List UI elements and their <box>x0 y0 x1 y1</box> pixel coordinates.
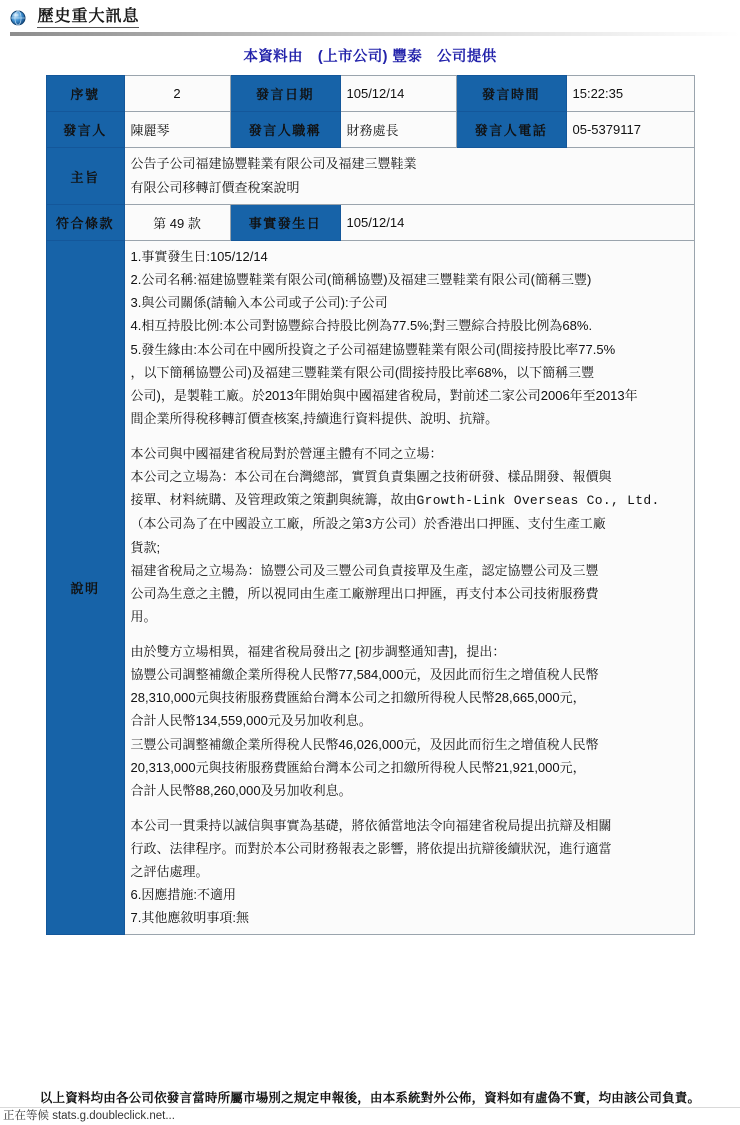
description-line: 三豐公司調整補繳企業所得稅人民幣46,026,000元，及因此而衍生之增值稅人民幣 <box>130 736 599 752</box>
description-line: 福建省稅局之立場為：協豐公司及三豐公司負責接單及生產，認定協豐公司及三豐 <box>130 562 599 578</box>
description-line: 1.事實發生日:105/12/14 <box>130 249 268 265</box>
description-line: 2.公司名稱:福建協豐鞋業有限公司(簡稱協豐)及福建三豐鞋業有限公司(簡稱三豐) <box>130 272 592 288</box>
entity-name-latin: Growth-Link Overseas Co., Ltd. <box>416 493 660 509</box>
description-line: 公司)，是製鞋工廠。於2013年開始與中國福建省稅局，對前述二家公司2006年至2013年 <box>130 387 638 403</box>
description-line: 接單、材料統購、及管理政策之策劃與統籌，故由Growth-Link Overseas Co., Ltd. <box>130 492 660 509</box>
description-line: 28,310,000元與技術服務費匯給台灣本公司之扣繳所得稅人民幣28,665,000元， <box>130 690 586 706</box>
description-line: 公司為生意之主體，所以視同由生產工廠辦理出口押匯，再支付本公司技術服務費 <box>130 585 599 601</box>
subject-line-2: 有限公司移轉訂價查稅案說明 <box>130 180 300 196</box>
banner-divider <box>10 32 740 36</box>
value-spokesperson: 陳麗琴 <box>124 112 230 148</box>
footer-disclaimer: 以上資料均由各公司依發言當時所屬市場別之規定申報後，由本系統對外公佈，資料如有虛偽不實，均由該公司負責。 <box>39 1091 701 1105</box>
description-line: 本公司之立場為：本公司在台灣總部，實質負責集團之技術研發、樣品開發、報價與 <box>130 469 612 485</box>
value-spokesperson-phone: 05-5379117 <box>566 112 694 148</box>
label-fact-date: 事實發生日 <box>230 205 340 241</box>
label-clause: 符合條款 <box>46 205 124 241</box>
value-spokesperson-title: 財務處長 <box>340 112 456 148</box>
description-line: 之評估處理。 <box>130 864 209 880</box>
label-description: 說明 <box>46 241 124 935</box>
label-spokesperson-phone: 發言人電話 <box>456 112 566 148</box>
description-line: 3.與公司關係(請輸入本公司或子公司):子公司 <box>130 295 388 311</box>
value-description <box>124 241 694 935</box>
table-row <box>46 241 694 935</box>
value-announcement-date: 105/12/14 <box>340 76 456 112</box>
value-fact-date: 105/12/14 <box>340 205 694 241</box>
table-row <box>46 205 694 241</box>
provider-line: 本資料由 (上市公司) 豐泰 公司提供 <box>243 49 497 65</box>
description-blank-line <box>131 628 688 640</box>
description-line: 合計人民幣88,260,000及另加收利息。 <box>130 782 352 798</box>
banner-title: 歷史重大訊息 <box>37 8 139 28</box>
value-clause: 第 49 款 <box>124 205 230 241</box>
page-banner <box>0 0 740 34</box>
table-row <box>46 76 694 112</box>
description-line: 協豐公司調整補繳企業所得稅人民幣77,584,000元，及因此而衍生之增值稅人民幣 <box>130 667 599 683</box>
description-line: 行政、法律程序。而對於本公司財務報表之影響，將依提出抗辯後續狀況，進行適當 <box>130 841 612 857</box>
label-announcement-date: 發言日期 <box>230 76 340 112</box>
description-blank-line <box>131 802 688 814</box>
description-blank-line <box>131 430 688 442</box>
description-line: （本公司為了在中國設立工廠，所設之第3方公司）於香港出口押匯、支付生產工廠 <box>130 516 606 532</box>
description-line: 間企業所得稅移轉訂價查核案,持續進行資料提供、說明、抗辯。 <box>130 410 499 426</box>
description-line: 20,313,000元與技術服務費匯給台灣本公司之扣繳所得稅人民幣21,921,000元， <box>130 759 586 775</box>
description-line: 4.相互持股比例:本公司對協豐綜合持股比例為77.5%;對三豐綜合持股比例為68%. <box>130 318 593 334</box>
description-line: ，以下簡稱協豐公司)及福建三豐鞋業有限公司(間接持股比率68%，以下簡稱三豐 <box>130 364 595 380</box>
description-line: 6.因應措施:不適用 <box>130 887 236 903</box>
label-spokesperson-title: 發言人職稱 <box>230 112 340 148</box>
label-subject: 主旨 <box>46 148 124 205</box>
value-serial-number: 2 <box>124 76 230 112</box>
value-announcement-time: 15:22:35 <box>566 76 694 112</box>
description-line: 合計人民幣134,559,000元及另加收利息。 <box>130 713 372 729</box>
announcement-table <box>46 75 695 935</box>
description-line: 由於雙方立場相異，福建省稅局發出之 [初步調整通知書]，提出： <box>130 644 506 660</box>
description-line: 7.其他應敘明事項:無 <box>130 910 249 926</box>
description-line: 5.發生緣由:本公司在中國所投資之子公司福建協豐鞋業有限公司(間接持股比率77.5% <box>130 341 616 357</box>
description-line: 本公司一貫秉持以誠信與事實為基礎，將依循當地法令向福建省稅局提出抗辯及相關 <box>130 817 612 833</box>
description-line: 本公司與中國福建省稅局對於營運主體有不同之立場： <box>130 446 443 462</box>
label-serial-number: 序號 <box>46 76 124 112</box>
description-line: 貨款; <box>130 539 161 555</box>
label-spokesperson: 發言人 <box>46 112 124 148</box>
description-line: 用。 <box>130 608 157 624</box>
label-announcement-time: 發言時間 <box>456 76 566 112</box>
browser-status-bar: 正在等候 stats.g.doubleclick.net... <box>0 1107 740 1124</box>
table-row <box>46 112 694 148</box>
subject-line-1: 公告子公司福建協豐鞋業有限公司及福建三豐鞋業 <box>130 156 417 171</box>
globe-icon <box>10 10 26 26</box>
table-row <box>46 148 694 205</box>
value-subject <box>124 148 694 205</box>
